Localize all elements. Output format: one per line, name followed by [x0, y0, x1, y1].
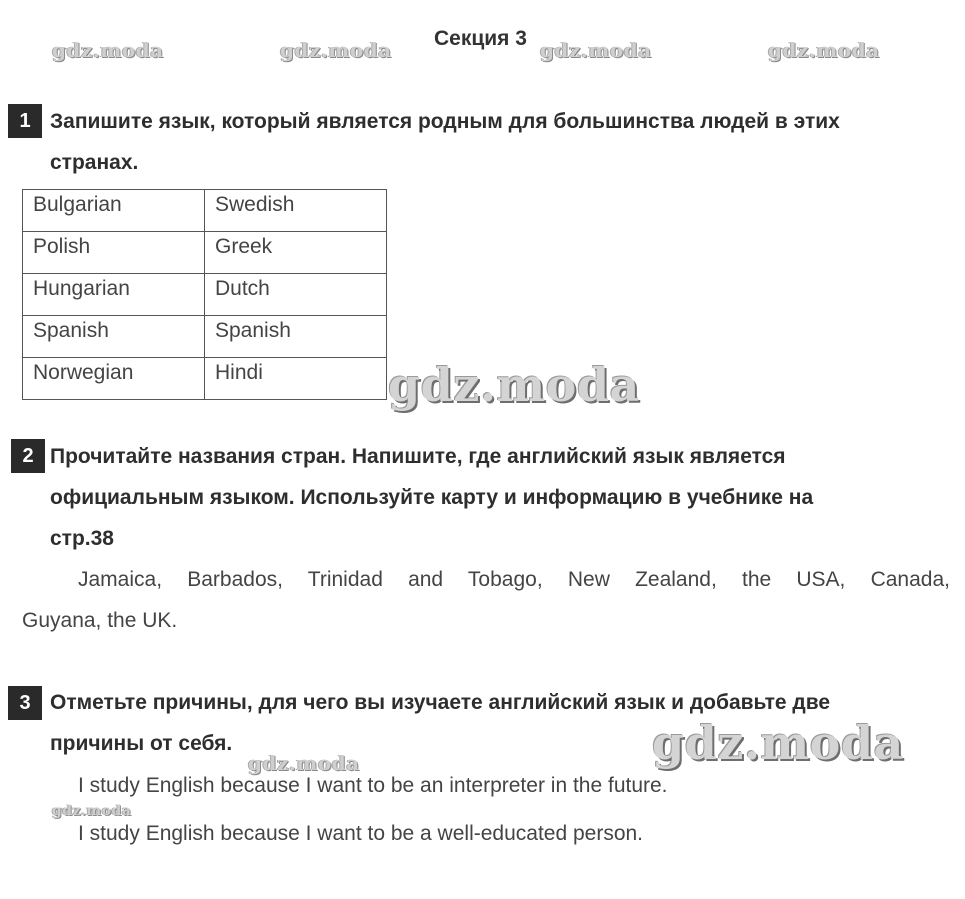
watermark-logo: gdz.moda [652, 716, 904, 770]
table-cell: Spanish [23, 316, 205, 358]
table-row [23, 274, 387, 316]
table-row [23, 316, 387, 358]
table-cell: Polish [23, 232, 205, 274]
section-title: Секция 3 [434, 27, 527, 50]
watermark-logo: gdz.moda [52, 803, 132, 819]
table-cell: Hungarian [23, 274, 205, 316]
task-3-question-line-1: Отметьте причины, для чего вы изучаете английский язык и добавьте две [50, 691, 831, 714]
table-cell: Greek [205, 232, 387, 274]
task-3-answer-line-2: I study English because I want to be a well-educated person. [78, 822, 644, 845]
table-cell: Hindi [205, 358, 387, 400]
table-row [23, 232, 387, 274]
task-number-badge: 3 [8, 686, 42, 720]
task-2-answer-line-2: Guyana, the UK. [22, 609, 178, 632]
table-row [23, 358, 387, 400]
table-cell: Spanish [205, 316, 387, 358]
watermark-logo: gdz.moda [280, 38, 392, 62]
task-3-answer-line-1: I study English because I want to be an interpreter in the future. [78, 774, 668, 797]
table-cell: Dutch [205, 274, 387, 316]
table-cell: Swedish [205, 190, 387, 232]
task-number-badge: 2 [11, 439, 45, 473]
watermark-logo: gdz.moda [540, 38, 652, 62]
table-cell: Norwegian [23, 358, 205, 400]
languages-table [22, 189, 387, 400]
task-2-question-line-1: Прочитайте названия стран. Напишите, где английский язык является [50, 445, 786, 468]
watermark-logo: gdz.moda [248, 751, 360, 775]
watermark-logo: gdz.moda [768, 38, 880, 62]
table-row [23, 190, 387, 232]
task-2-question-line-2: официальным языком. Используйте карту и информацию в учебнике на [50, 486, 814, 509]
table-cell: Bulgarian [23, 190, 205, 232]
task-1-question-line-1: Запишите язык, который является родным для большинства людей в этих [50, 110, 840, 133]
task-1-question-line-2: странах. [50, 151, 139, 174]
task-2-answer-line-1: Jamaica, Barbados, Trinidad and Tobago, New Zealand, the USA, Canada, [78, 568, 950, 591]
task-3-question-line-2: причины от себя. [50, 732, 233, 755]
task-number-badge: 1 [8, 104, 42, 138]
task-2-question-line-3: стр.38 [50, 527, 114, 550]
watermark-logo: gdz.moda [52, 38, 164, 62]
watermark-logo: gdz.moda [388, 358, 640, 412]
